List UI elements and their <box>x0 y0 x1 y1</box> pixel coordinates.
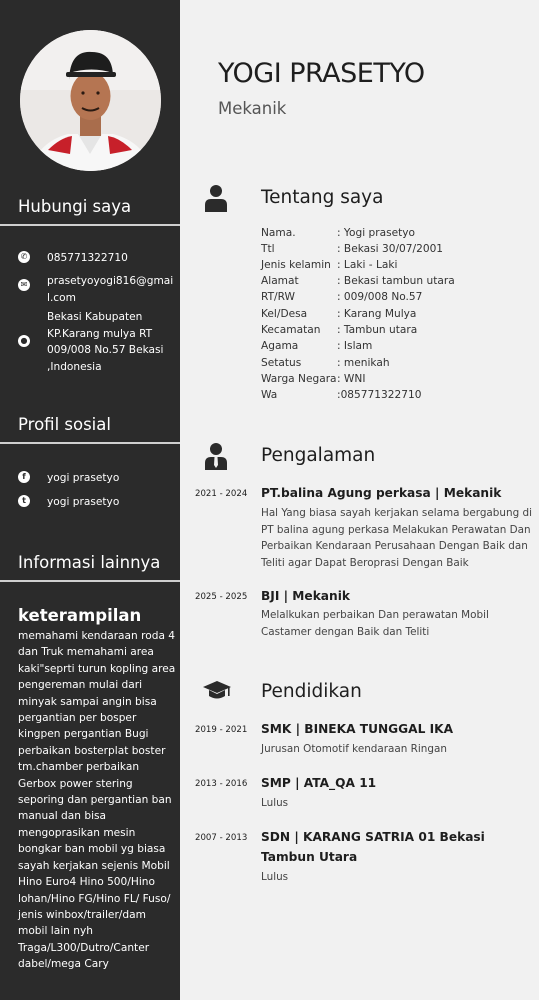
social-divider <box>0 442 180 444</box>
education-school: SDN | KARANG SATRIA 01 Bekasi Tambun Utara <box>261 830 485 864</box>
facebook-text: yogi prasetyo <box>47 472 120 484</box>
email-text: prasetyoyogi816@gmail.com <box>47 275 174 304</box>
education-description: Lulus <box>261 797 289 809</box>
contact-email <box>18 273 176 306</box>
phone-text: 085771322710 <box>47 252 128 264</box>
other-info-divider <box>0 580 180 582</box>
about-row: Ttl : Bekasi 30/07/2001 <box>261 243 444 255</box>
contact-divider <box>0 224 180 226</box>
twitter-text: yogi prasetyo <box>47 496 120 508</box>
person-role: Mekanik <box>218 99 287 118</box>
about-row: Nama. : Yogi prasetyo <box>261 227 416 239</box>
social-heading: Profil sosial <box>18 415 111 434</box>
about-row: Wa :085771322710 <box>261 389 422 401</box>
person-icon <box>204 184 228 212</box>
education-years: 2007 - 2013 <box>195 833 248 843</box>
about-row: Jenis kelamin : Laki - Laki <box>261 259 398 271</box>
experience-title: Pengalaman <box>261 445 376 466</box>
about-title: Tentang saya <box>261 187 384 208</box>
about-row: Kecamatan : Tambun utara <box>261 324 418 336</box>
experience-description: Hal Yang biasa sayah kerjakan selama bergabung di PT balina agung perkasa Melakukan Perawatan Dan Perbaikan Kendaraan Perusahaan Dengan Baik dan Teliti agar Dapat Beroprasi Dengan Baik <box>261 507 532 569</box>
facebook-icon: f <box>18 471 30 483</box>
sidebar <box>0 0 180 1000</box>
location-pin-icon: ● <box>18 335 30 347</box>
experience-years: 2021 - 2024 <box>195 489 248 499</box>
worker-icon <box>204 442 228 470</box>
experience-years: 2025 - 2025 <box>195 592 248 602</box>
graduation-cap-icon <box>203 680 231 702</box>
experience-job-title: PT.balina Agung perkasa | Mekanik <box>261 486 502 500</box>
education-description: Lulus <box>261 871 289 883</box>
skills-text: memahami kendaraan roda 4 dan Truk memahami area kaki"seprti turun kopling area pengereman mulai dari minyak sampai angin bisa pergantian per bosper kingpen pergantian Bugi perbaikan bosterplat boster tm.chamber perbaikan Gerbox power stering seporing dan pergantian ban manual dan bisa mengoprasikan mesin bongkar ban mobil yg biasa sayah kerjakan sejenis Mobil Hino Euro4 Hino 500/Hino lohan/Hino FG/Hino FL/ Fuso/ jenis winbox/trailer/dam mobil lain nyh Traga/L300/Dutro/Canter dabel/mega Cary <box>18 630 176 971</box>
education-title: Pendidikan <box>261 681 362 702</box>
contact-phone <box>18 250 176 267</box>
profile-photo <box>20 30 161 171</box>
envelope-icon: ✉ <box>18 279 30 291</box>
about-row: RT/RW : 009/008 No.57 <box>261 291 423 303</box>
education-school: SMK | BINEKA TUNGGAL IKA <box>261 722 454 736</box>
contact-heading: Hubungi saya <box>18 197 132 216</box>
about-row: Setatus : menikah <box>261 357 390 369</box>
education-years: 2013 - 2016 <box>195 779 248 789</box>
about-row: Alamat : Bekasi tambun utara <box>261 275 455 287</box>
education-years: 2019 - 2021 <box>195 725 248 735</box>
about-row: Kel/Desa : Karang Mulya <box>261 308 417 320</box>
education-description: Jurusan Otomotif kendaraan Ringan <box>261 743 447 755</box>
social-facebook[interactable] <box>18 470 176 487</box>
other-info-heading: Informasi lainnya <box>18 553 161 572</box>
twitter-icon: t <box>18 495 30 507</box>
about-row: Agama : Islam <box>261 340 373 352</box>
about-row: Warga Negara: WNI <box>261 373 366 385</box>
education-school: SMP | ATA_QA 11 <box>261 776 377 790</box>
experience-job-title: BJI | Mekanik <box>261 589 350 603</box>
contact-address <box>18 309 176 375</box>
phone-icon: ✆ <box>18 251 30 263</box>
address-text: Bekasi Kabupaten KP.Karang mulya RT 009/008 No.57 Bekasi ,Indonesia <box>47 311 164 373</box>
experience-description: Melalkukan perbaikan Dan perawatan Mobil Castamer dengan Baik dan Teliti <box>261 609 489 638</box>
social-twitter[interactable] <box>18 494 176 511</box>
skills-title: keterampilan <box>18 606 142 625</box>
person-name: YOGI PRASETYO <box>218 58 425 89</box>
